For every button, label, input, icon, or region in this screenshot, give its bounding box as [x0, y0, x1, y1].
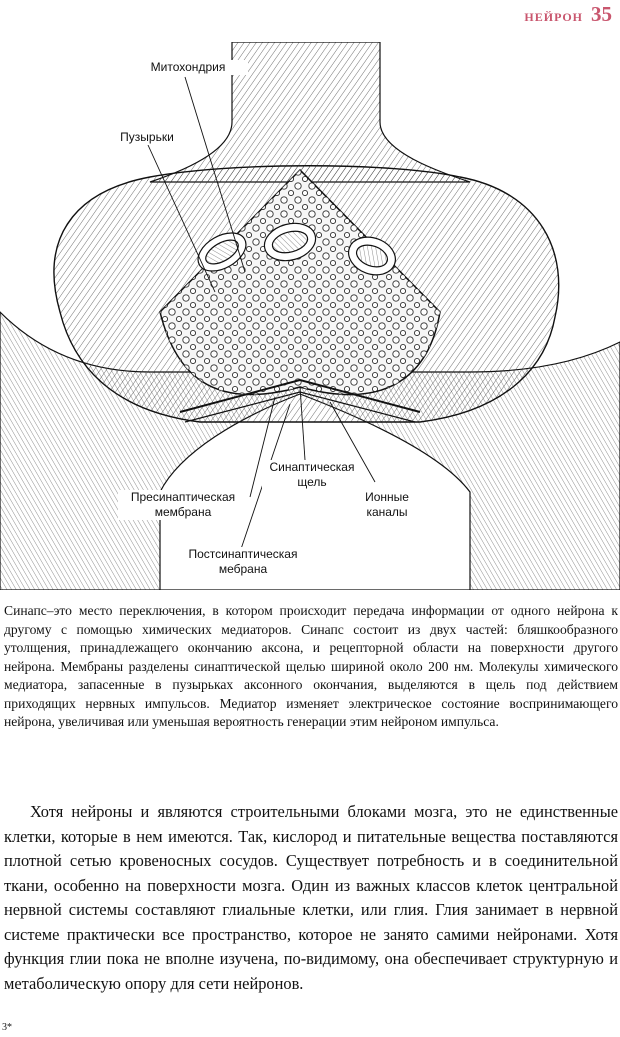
label-presynaptic-membrane: Пресинаптическая мембрана — [118, 490, 248, 520]
label-mitochondria: Митохондрия — [128, 60, 248, 75]
label-ion-channels: Ионные каналы — [352, 490, 422, 520]
figure-caption: Синапс–это место переключения, в котором происходит передача информации от одного нейрона к другому с помощью химических медиаторов. Синапс состоит из двух частей: бляшкообразного утолщения, принадлежащего окончанию аксона, и рецепторной области на поверхности другого нейрона. Мембраны разделены синаптической щелью шириной около 200 нм. Молекулы химического медиатора, запасенные в пузырьках аксонного окончания, выделяются в щель под действием приходящих нервных импульсов. Медиатор изменяет электрическое состояние воспринимающего нейрона, увеличивая или уменьшая вероятность генерации этим нейроном импульса. — [4, 603, 618, 729]
label-vesicles: Пузырьки — [102, 130, 192, 145]
body-paragraph: Хотя нейроны и являются строительными блоками мозга, это не единственные клетки, которые в нем имеются. Так, кислород и питательные вещества поставляются плотной сетью кровеносных сосудов. Существует потребность и в соединительной ткани, особенно на поверхности мозга. Один из важных классов клеток центральной нервной системы составляют глиальные клетки, или глия. Глия занимает в нервной системе практически все пространство, которое не занято самими нейронами. Хотя функция глии пока не вполне изучена, по-видимому, она обеспечивает структурную и метаболическую опору для сети нейронов. — [4, 802, 618, 993]
running-head: НЕЙРОН — [524, 10, 583, 24]
synapse-illustration — [0, 42, 620, 590]
label-postsynaptic-membrane: Постсинаптическая мебрана — [178, 547, 308, 577]
page-number: 35 — [591, 2, 612, 26]
label-synaptic-cleft: Синаптическая щель — [262, 460, 362, 490]
signature-mark: 3* — [2, 1022, 12, 1033]
page-header — [524, 2, 612, 27]
